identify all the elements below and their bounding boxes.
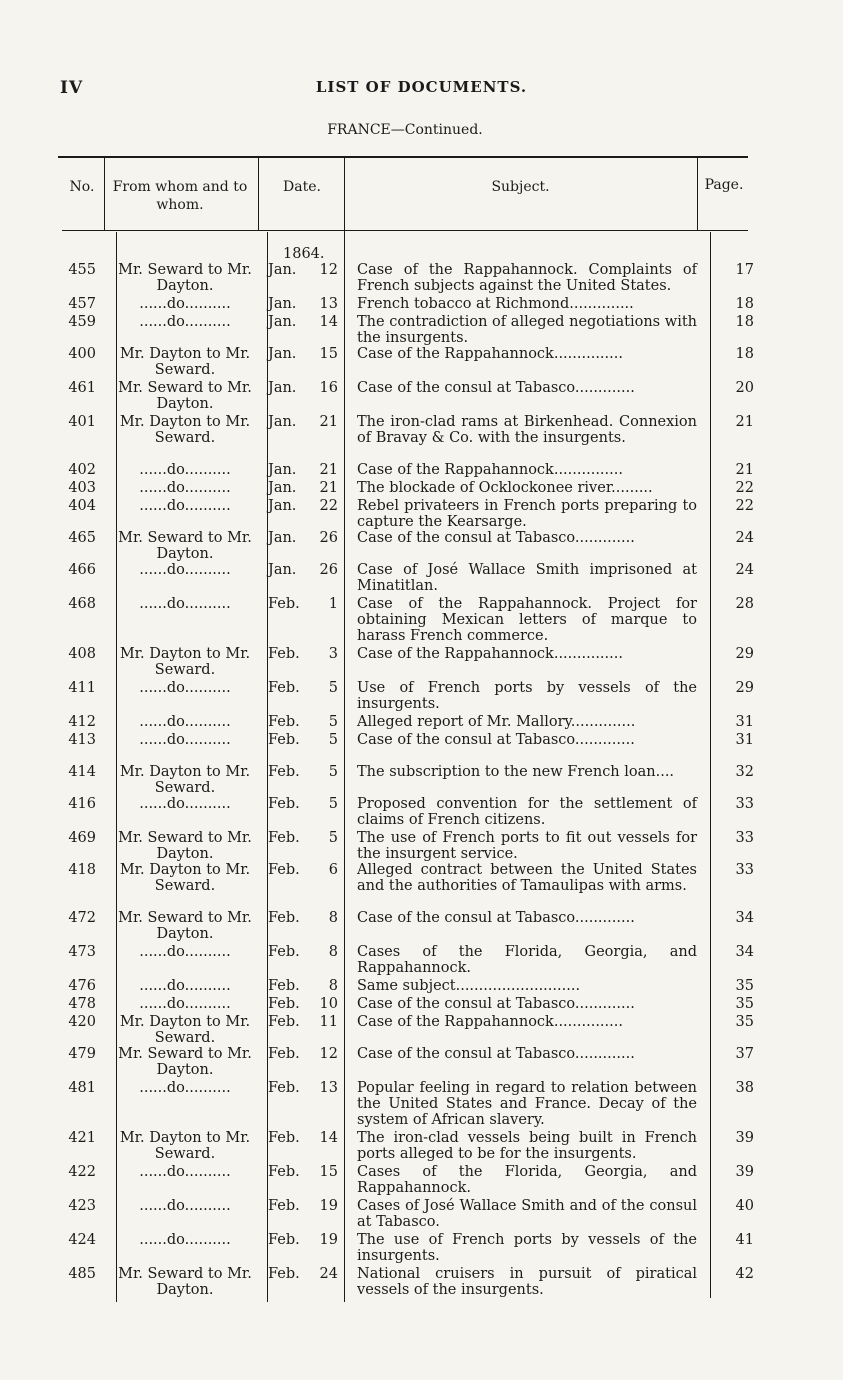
row-month: Jan. [268,296,297,312]
row-day: 5 [328,680,338,696]
row-number: 421 [68,1130,96,1146]
row-correspondents: Mr. Dayton to Mr. Seward. [119,764,251,796]
row-subject: Use of French ports by vessels of the insurgents. [357,680,697,712]
row-subject: Proposed convention for the settlement of claims of French citizens. [357,796,697,828]
row-correspondents: ......do.......... [139,596,231,612]
row-number: 423 [68,1198,96,1214]
row-page: 42 [735,1266,754,1282]
page-number: IV [60,78,84,98]
row-day: 19 [319,1232,338,1248]
row-correspondents: ......do.......... [139,480,231,496]
row-day: 11 [319,1014,338,1030]
row-month: Jan. [268,462,297,478]
row-subject: Case of the Rappahannock. Project for obtaining Mexican letters of marque to harass French commerce. [357,596,697,644]
row-month: Feb. [268,996,300,1012]
row-page: 39 [735,1164,754,1180]
row-subject: The iron-clad rams at Birkenhead. Connexion of Bravay & Co. with the insurgents. [357,414,697,446]
row-subject: Popular feeling in regard to relation between the United States and France. Decay of the system of African slavery. [357,1080,697,1128]
row-page: 20 [735,380,754,396]
row-number: 485 [68,1266,96,1282]
row-correspondents: ......do.......... [139,1198,231,1214]
row-number: 481 [68,1080,96,1096]
row-subject: Cases of the Florida, Georgia, and Rappahannock. [357,1164,697,1196]
row-correspondents: ......do.......... [139,732,231,748]
row-day: 14 [319,1130,338,1146]
row-number: 479 [68,1046,96,1062]
row-subject: Case of the Rappahannock............... [357,1014,623,1030]
row-correspondents: Mr. Dayton to Mr. Seward. [119,862,251,894]
row-month: Feb. [268,796,300,812]
row-subject: The subscription to the new French loan.... [357,764,675,780]
row-correspondents: ......do.......... [139,680,231,696]
row-correspondents: ......do.......... [139,944,231,960]
row-number: 404 [68,498,96,514]
row-month: Jan. [268,498,297,514]
row-subject: Case of the consul at Tabasco............. [357,910,635,926]
row-day: 21 [319,480,338,496]
row-month: Feb. [268,764,300,780]
row-subject: Case of the Rappahannock............... [357,346,623,362]
row-month: Jan. [268,314,297,330]
row-day: 12 [319,1046,338,1062]
row-page: 21 [735,414,754,430]
row-subject: Case of the Rappahannock............... [357,462,623,478]
row-page: 35 [735,978,754,994]
row-day: 5 [328,714,338,730]
row-subject: The blockade of Ocklockonee river......... [357,480,653,496]
row-subject: Case of the Rappahannock. Complaints of French subjects against the United States. [357,262,697,294]
row-day: 22 [319,498,338,514]
row-page: 18 [735,296,754,312]
row-day: 26 [319,562,338,578]
row-number: 413 [68,732,96,748]
row-day: 21 [319,462,338,478]
row-month: Jan. [268,380,297,396]
row-day: 3 [328,646,338,662]
row-subject: Case of the Rappahannock............... [357,646,623,662]
row-day: 24 [319,1266,338,1282]
row-correspondents: Mr. Dayton to Mr. Seward. [119,1014,251,1046]
row-day: 12 [319,262,338,278]
row-page: 35 [735,1014,754,1030]
row-month: Feb. [268,714,300,730]
row-month: Feb. [268,978,300,994]
row-number: 468 [68,596,96,612]
row-month: Feb. [268,1130,300,1146]
row-subject: The iron-clad vessels being built in French ports alleged to be for the insurgents. [357,1130,697,1162]
row-number: 478 [68,996,96,1012]
row-subject: Case of the consul at Tabasco............. [357,1046,635,1062]
row-page: 31 [735,732,754,748]
row-correspondents: ......do.......... [139,314,231,330]
row-correspondents: ......do.......... [139,714,231,730]
row-month: Feb. [268,1164,300,1180]
row-number: 422 [68,1164,96,1180]
row-correspondents: ......do.......... [139,1232,231,1248]
row-number: 400 [68,346,96,362]
column-header-page: Page. [704,177,744,193]
row-subject: Case of the consul at Tabasco............. [357,732,635,748]
row-subject: National cruisers in pursuit of piratical vessels of the insurgents. [357,1266,697,1298]
row-correspondents: Mr. Seward to Mr. Dayton. [118,1266,252,1298]
row-subject: Case of the consul at Tabasco............. [357,996,635,1012]
row-page: 22 [735,480,754,496]
row-correspondents: ......do.......... [139,978,231,994]
row-number: 459 [68,314,96,330]
row-day: 16 [319,380,338,396]
row-page: 39 [735,1130,754,1146]
row-number: 455 [68,262,96,278]
row-number: 465 [68,530,96,546]
column-header-no: No. [69,179,95,195]
row-correspondents: Mr. Seward to Mr. Dayton. [118,1046,252,1078]
row-correspondents: ......do.......... [139,1080,231,1096]
row-month: Feb. [268,862,300,878]
row-day: 15 [319,346,338,362]
row-month: Jan. [268,262,297,278]
row-correspondents: Mr. Seward to Mr. Dayton. [118,262,252,294]
row-number: 424 [68,1232,96,1248]
row-number: 403 [68,480,96,496]
row-page: 32 [735,764,754,780]
row-correspondents: ......do.......... [139,462,231,478]
row-number: 418 [68,862,96,878]
row-subject: Alleged contract between the United States and the authorities of Tamaulipas with arms. [357,862,697,894]
row-correspondents: ......do.......... [139,296,231,312]
row-subject: Rebel privateers in French ports preparing to capture the Kearsarge. [357,498,697,530]
row-correspondents: Mr. Seward to Mr. Dayton. [118,910,252,942]
row-number: 408 [68,646,96,662]
row-page: 37 [735,1046,754,1062]
row-day: 5 [328,764,338,780]
row-correspondents: Mr. Dayton to Mr. Seward. [119,346,251,378]
row-month: Jan. [268,530,297,546]
year-label: 1864. [283,246,325,262]
row-day: 26 [319,530,338,546]
row-page: 29 [735,646,754,662]
row-month: Jan. [268,480,297,496]
row-page: 34 [735,910,754,926]
row-page: 28 [735,596,754,612]
row-month: Feb. [268,910,300,926]
row-day: 14 [319,314,338,330]
row-correspondents: ......do.......... [139,996,231,1012]
column-header-subject: Subject. [491,179,550,195]
row-month: Feb. [268,1198,300,1214]
row-page: 33 [735,862,754,878]
row-page: 24 [735,562,754,578]
row-day: 1 [328,596,338,612]
row-number: 469 [68,830,96,846]
row-correspondents: ......do.......... [139,796,231,812]
row-month: Jan. [268,414,297,430]
row-page: 33 [735,830,754,846]
row-day: 13 [319,1080,338,1096]
row-correspondents: Mr. Dayton to Mr. Seward. [119,1130,251,1162]
row-subject: Case of José Wallace Smith imprisoned at Minatitlan. [357,562,697,594]
row-page: 35 [735,996,754,1012]
row-subject: The use of French ports by vessels of the insurgents. [357,1232,697,1264]
row-page: 24 [735,530,754,546]
row-number: 466 [68,562,96,578]
row-number: 461 [68,380,96,396]
row-page: 40 [735,1198,754,1214]
row-correspondents: Mr. Seward to Mr. Dayton. [118,530,252,562]
row-correspondents: ......do.......... [139,562,231,578]
row-month: Feb. [268,646,300,662]
row-number: 473 [68,944,96,960]
row-correspondents: ......do.......... [139,1164,231,1180]
row-day: 19 [319,1198,338,1214]
row-correspondents: Mr. Dayton to Mr. Seward. [119,414,251,446]
row-month: Feb. [268,1080,300,1096]
row-day: 21 [319,414,338,430]
row-month: Feb. [268,1014,300,1030]
row-number: 472 [68,910,96,926]
row-day: 10 [319,996,338,1012]
row-page: 31 [735,714,754,730]
row-month: Feb. [268,596,300,612]
row-page: 22 [735,498,754,514]
row-month: Jan. [268,562,297,578]
row-page: 29 [735,680,754,696]
row-number: 412 [68,714,96,730]
section-subtitle: FRANCE—Continued. [327,122,483,138]
row-day: 5 [328,796,338,812]
page-title: LIST OF DOCUMENTS. [315,78,528,96]
row-subject: Cases of José Wallace Smith and of the consul at Tabasco. [357,1198,697,1230]
column-header-date: Date. [283,179,321,195]
row-day: 5 [328,830,338,846]
row-correspondents: ......do.......... [139,498,231,514]
row-subject: Cases of the Florida, Georgia, and Rappahannock. [357,944,697,976]
row-subject: Case of the consul at Tabasco............. [357,380,635,396]
row-month: Jan. [268,346,297,362]
row-correspondents: Mr. Dayton to Mr. Seward. [119,646,251,678]
row-subject: The contradiction of alleged negotiations with the insurgents. [357,314,697,346]
row-day: 15 [319,1164,338,1180]
row-number: 411 [68,680,96,696]
row-page: 34 [735,944,754,960]
row-day: 8 [328,978,338,994]
row-subject: The use of French ports to fit out vessels for the insurgent service. [357,830,697,862]
row-page: 17 [735,262,754,278]
row-subject: Alleged report of Mr. Mallory.............. [357,714,636,730]
row-number: 420 [68,1014,96,1030]
row-page: 33 [735,796,754,812]
row-subject: French tobacco at Richmond.............. [357,296,634,312]
row-page: 18 [735,346,754,362]
row-number: 414 [68,764,96,780]
row-month: Feb. [268,944,300,960]
row-month: Feb. [268,830,300,846]
row-subject: Same subject........................... [357,978,581,994]
row-month: Feb. [268,1232,300,1248]
row-number: 457 [68,296,96,312]
row-page: 21 [735,462,754,478]
row-day: 6 [328,862,338,878]
row-number: 476 [68,978,96,994]
row-day: 13 [319,296,338,312]
row-month: Feb. [268,680,300,696]
row-correspondents: Mr. Seward to Mr. Dayton. [118,830,252,862]
row-page: 38 [735,1080,754,1096]
row-day: 5 [328,732,338,748]
row-correspondents: Mr. Seward to Mr. Dayton. [118,380,252,412]
row-number: 401 [68,414,96,430]
row-day: 8 [328,944,338,960]
row-month: Feb. [268,1266,300,1282]
row-month: Feb. [268,1046,300,1062]
row-month: Feb. [268,732,300,748]
row-number: 416 [68,796,96,812]
row-subject: Case of the consul at Tabasco............. [357,530,635,546]
row-number: 402 [68,462,96,478]
row-day: 8 [328,910,338,926]
row-page: 18 [735,314,754,330]
column-header-from: From whom and to whom. [112,179,248,213]
row-page: 41 [735,1232,754,1248]
